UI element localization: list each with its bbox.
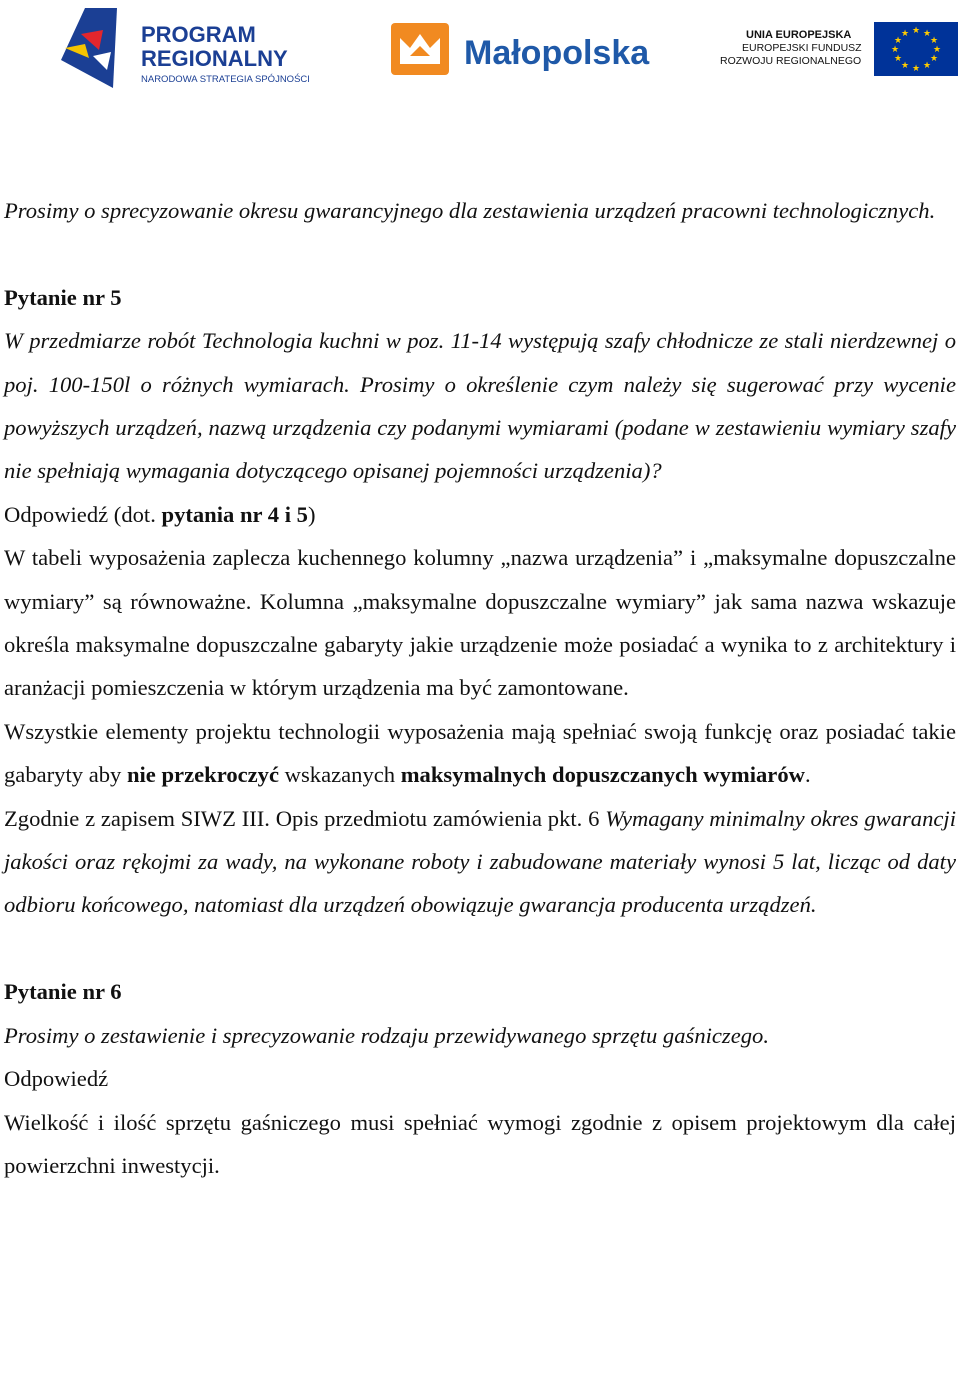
p2-text-start: Wszystkie elementy projektu technologii wyposażenia mają spełniać swoją funkcję oraz posiadać takie gabaryty aby [4,718,956,788]
answer-6-heading: Odpowiedź [4,1066,109,1092]
svg-text:★: ★ [932,44,942,54]
p3-regular: Zgodnie z zapisem SIWZ III. Opis przedmiotu zamówienia pkt. 6 [4,805,606,831]
svg-text:★: ★ [890,44,900,54]
spacer [4,927,956,970]
svg-text:★: ★ [900,60,910,70]
answer-heading-lead: Odpowiedź (dot. [4,501,162,527]
document-body [4,189,956,1187]
answer-4-5-paragraph-2 [4,710,956,797]
question-6-heading: Pytanie nr 6 [4,979,122,1005]
program-line3: NARODOWA STRATEGIA SPÓJNOŚCI [141,74,310,85]
answer-heading-bold: pytania nr 4 i 5 [161,501,308,527]
svg-text:★: ★ [929,53,939,63]
p2-text-end: . [804,762,811,788]
program-regionalny-logo [55,4,355,94]
eu-line3: ROZWOJU REGIONALNEGO [720,55,862,67]
svg-text:★: ★ [893,35,903,45]
svg-text:★: ★ [929,35,939,45]
question-5-heading: Pytanie nr 5 [4,284,122,310]
malopolska-logo [388,20,688,80]
spacer [4,232,956,275]
answer-4-5-paragraph-1: W tabeli wyposażenia zaplecza kuchennego kolumny „nazwa urządzenia” i „maksymalne dopuszczalne wymiary” są równoważne. Kolumna „maksymalne dopuszczalne wymiary” jak sama nazwa wskazuje określa maksymalne dopuszczalne gabaryty jakie urządzenie może posiadać a wynika to z architektury i aranżacji pomieszczenia w którym urządzenia ma być zamontowane. [4,545,956,701]
svg-text:★: ★ [922,28,932,38]
program-line1: PROGRAM [141,22,256,47]
eu-logo [718,20,958,76]
malopolska-name: Małopolska [464,34,650,72]
p2-text-mid: wskazanych [279,762,401,788]
intro-question: Prosimy o sprecyzowanie okresu gwarancyjnego dla zestawienia urządzeń pracowni technologicznych. [4,198,936,223]
svg-text:★: ★ [900,28,910,38]
svg-text:★: ★ [911,25,921,35]
eu-line2: EUROPEJSKI FUNDUSZ [742,42,862,54]
question-6-text: Prosimy o zestawienie i sprecyzowanie rodzaju przewidywanego sprzętu gaśniczego. [4,1022,769,1048]
program-line2: REGIONALNY [141,46,288,71]
question-5-text: W przedmiarze robót Technologia kuchni w poz. 11-14 występują szafy chłodnicze ze stali nierdzewnej o poj. 100-150l o różnych wymiarach. Prosimy o określenie czym należy się sugerować przy wycenie powyższych urządzeń, nazwą urządzenia czy podanymi wymiarami (podane w zestawieniu wymiary szafy nie spełniają wymagania dotyczącego opisanej pojemności urządzenia)? [4,328,956,484]
svg-text:★: ★ [911,63,921,73]
svg-text:★: ★ [922,60,932,70]
answer-4-5-paragraph-3 [4,797,956,927]
p2-bold-2: maksymalnych dopuszczanych wymiarów [400,762,805,788]
p2-bold-1: nie przekroczyć [126,762,280,788]
p3-italic: Wymagany minimalny okres gwarancji jakości oraz rękojmi za wady, na wykonane roboty i zabudowane materiały wynosi 5 lat, licząc od daty odbioru końcowego, natomiast dla urządzeń obowiązuje gwarancja producenta urządzeń. [4,805,956,918]
svg-text:★: ★ [893,53,903,63]
answer-4-5-heading [4,493,956,536]
page-header [0,0,960,110]
answer-6-text: Wielkość i ilość sprzętu gaśniczego musi spełniać wymogi zgodnie z opisem projektowym dla całej powierzchni inwestycji. [4,1109,956,1178]
answer-heading-tail: ) [307,501,316,527]
eu-line1: UNIA EUROPEJSKA [746,29,852,41]
